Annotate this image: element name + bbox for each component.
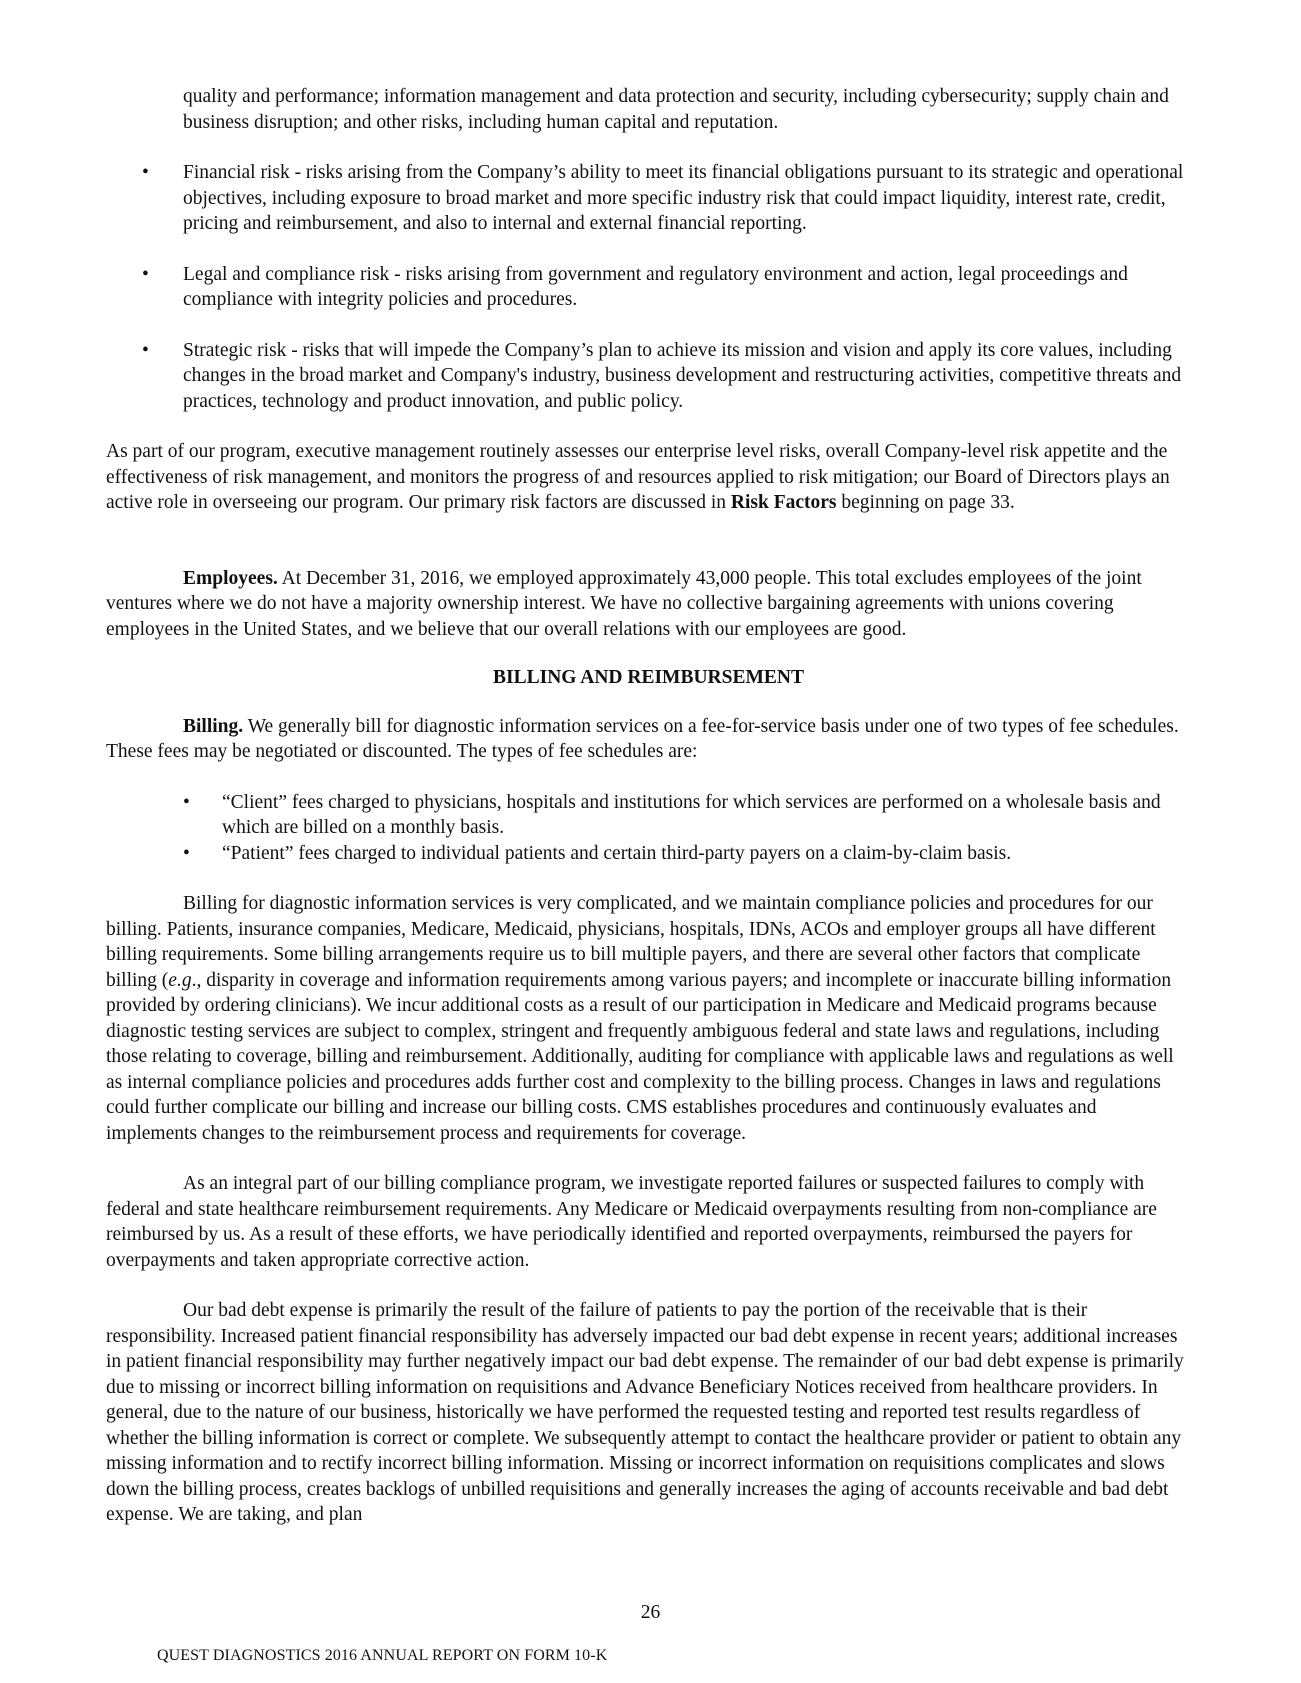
bullet-icon: • bbox=[142, 162, 149, 183]
spacer bbox=[106, 1273, 1191, 1298]
bullet-text: Financial risk - risks arising from the Company’s ability to meet its financial obligations pursuant to its strategic and operational objectives, including exposure to broad market and more specific industry risk that could impact liquidity, interest rate, credit, pricing and reimbursement, and also to internal and external financial reporting. bbox=[183, 162, 1184, 234]
risk-bullet-strategic bbox=[106, 338, 1191, 415]
fee-bullet-list bbox=[106, 790, 1191, 867]
bullet-icon: • bbox=[142, 339, 149, 361]
document-page bbox=[106, 84, 1191, 1528]
program-paragraph bbox=[106, 439, 1191, 516]
billing-label: Billing. bbox=[183, 715, 244, 737]
spacer bbox=[106, 135, 1191, 160]
bullet-icon: • bbox=[142, 263, 149, 285]
billing-complexity-text-b: ., disparity in coverage and information requirements among various payers; and incomplete or inaccurate billing information provided by ordering clinicians). We incur additional costs as a result of our participation in Medicare and Medicaid programs because diagnostic testing services are subject to complex, stringent and frequently ambiguous federal and state laws and regulations, including those relating to coverage, billing and reimbursement. Additionally, auditing for compliance with applicable laws and regulations as well as internal compliance policies and procedures adds further cost and complexity to the billing process. Changes in laws and regulations could further complicate our billing and increase our billing costs. CMS establishes procedures and continuously evaluates and implements changes to the reimbursement process and requirements for coverage. bbox=[106, 969, 1174, 1144]
spacer bbox=[106, 541, 1191, 566]
page-number: 26 bbox=[640, 1602, 661, 1623]
program-tail: beginning on page 33. bbox=[841, 492, 1015, 513]
risk-bullet-list bbox=[106, 160, 1191, 414]
risk-bullet-legal bbox=[106, 262, 1191, 313]
billing-paragraph bbox=[106, 714, 1191, 765]
employees-paragraph bbox=[106, 566, 1191, 643]
report-footer-title: QUEST DIAGNOSTICS 2016 ANNUAL REPORT ON FORM 10-K bbox=[157, 1647, 608, 1664]
risk-factors-reference: Risk Factors bbox=[730, 492, 837, 513]
fee-bullet-client bbox=[106, 790, 1191, 841]
risk-bullet-financial bbox=[106, 160, 1191, 237]
spacer bbox=[106, 516, 1191, 541]
bad-debt-paragraph: Our bad debt expense is primarily the result of the failure of patients to pay the portion of the receivable that is their responsibility. Increased patient financial responsibility has adversely impacted our bad debt expense in recent years; additional increases in patient financial responsibility may further negatively impact our bad debt expense. The remainder of our bad debt expense is primarily due to missing or incorrect billing information on requisitions and Advance Beneficiary Notices received from healthcare providers. In general, due to the nature of our business, historically we have performed the requested testing and reported test results regardless of whether the billing information is correct or complete. We subsequently attempt to contact the healthcare provider or patient to obtain any missing information and to rectify incorrect billing information. Missing or incorrect information on requisitions complicates and slows down the billing process, creates backlogs of unbilled requisitions and generally increases the aging of accounts receivable and bad debt expense. We are taking, and plan bbox=[106, 1300, 1184, 1525]
billing-complexity-paragraph bbox=[106, 891, 1191, 1146]
bullet-text: “Client” fees charged to physicians, hospitals and institutions for which services are performed on a wholesale basis and which are billed on a monthly basis. bbox=[222, 791, 1161, 838]
billing-text: We generally bill for diagnostic information services on a fee-for-service basis under one of two types of fee schedules. These fees may be negotiated or discounted. The types of fee schedules are: bbox=[106, 715, 1179, 762]
spacer bbox=[106, 1146, 1191, 1171]
eg-abbreviation: e.g bbox=[168, 969, 192, 991]
bullet-icon: • bbox=[183, 791, 190, 813]
bullet-text: Strategic risk - risks that will impede the Company’s plan to achieve its mission and vision and apply its core values, including changes in the broad market and Company's industry, business development and restructuring activities, competitive threats and practices, technology and product innovation, and public policy. bbox=[183, 339, 1182, 412]
compliance-paragraph: As an integral part of our billing compliance program, we investigate reported failures or suspected failures to comply with federal and state healthcare reimbursement requirements. Any Medicare or Medicaid overpayments resulting from non-compliance are reimbursed by us. As a result of these efforts, we have periodically identified and reported overpayments, reimbursed the payers for overpayments and taken appropriate corrective action. bbox=[106, 1173, 1157, 1271]
bullet-text: Legal and compliance risk - risks arising from government and regulatory environment and action, legal proceedings and compliance with integrity policies and procedures. bbox=[183, 263, 1128, 310]
employees-label: Employees. bbox=[183, 567, 278, 589]
section-heading: BILLING AND REIMBURSEMENT bbox=[493, 667, 804, 688]
continued-paragraph: quality and performance; information management and data protection and security, including cybersecurity; supply chain and business disruption; and other risks, including human capital and reputation. bbox=[183, 86, 1169, 133]
fee-bullet-patient bbox=[106, 841, 1191, 867]
bullet-icon: • bbox=[183, 842, 190, 864]
billing-complexity-text-a: Billing for diagnostic information services is very complicated, and we maintain compliance policies and procedures for our billing. Patients, insurance companies, Medicare, Medicaid, physicians, hospitals, IDNs, ACOs and employer groups all have different billing requirements. Some billing arrangements require us to bill multiple payers, and there are several other factors that complicate billing ( bbox=[106, 893, 1156, 991]
bullet-text: “Patient” fees charged to individual patients and certain third-party payers on a claim-by-claim basis. bbox=[222, 842, 1012, 864]
program-text: As part of our program, executive management routinely assesses our enterprise level risks, overall Company-level risk appetite and the effectiveness of risk management, and monitors the progress of and resources applied to risk mitigation; our Board of Directors plays an active role in overseeing our program. Our primary risk factors are discussed in bbox=[106, 441, 1170, 513]
employees-text: At December 31, 2016, we employed approximately 43,000 people. This total excludes employees of the joint ventures where we do not have a majority ownership interest. We have no collective bargaining agreements with unions covering employees in the United States, and we believe that our overall relations with our employees are good. bbox=[106, 567, 1142, 640]
